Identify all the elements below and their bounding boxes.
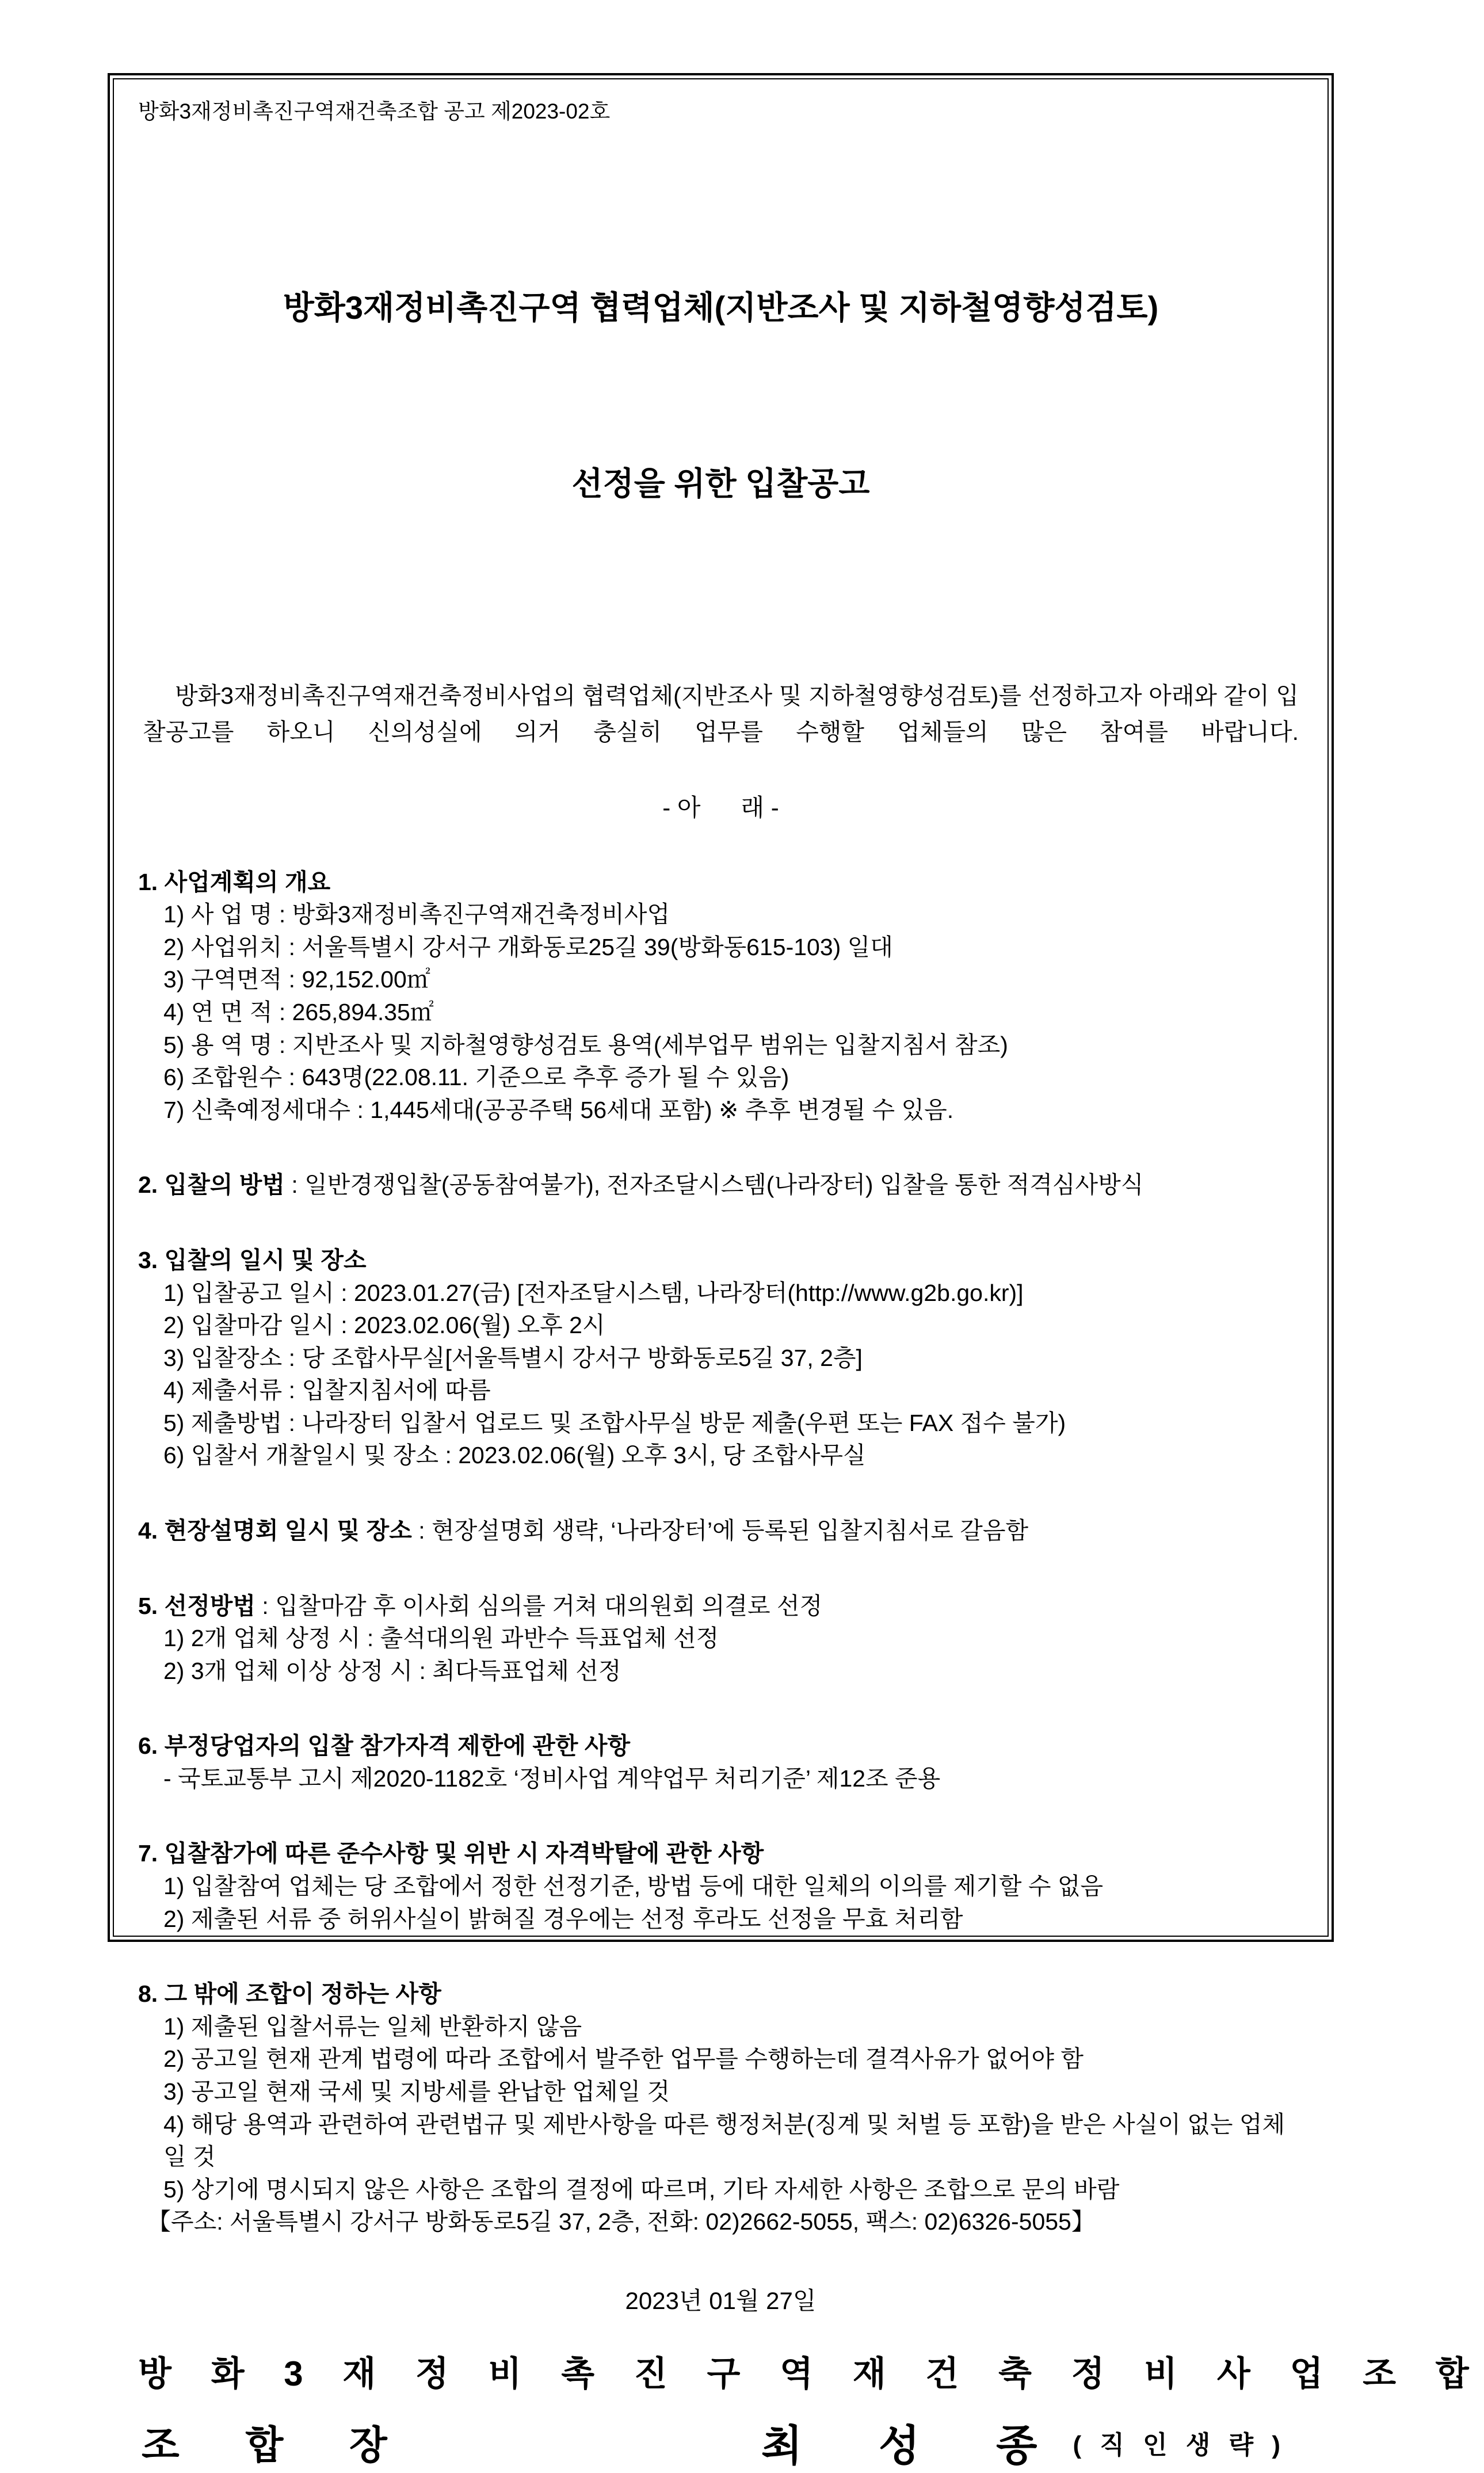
section-item: 3) 입찰장소 : 당 조합사무실[서울특별시 강서구 방화동로5길 37, 2층] [163,1344,863,1371]
section-items [138,1762,1303,1795]
page-title [138,161,1303,630]
section-item: 1) 사 업 명 : 방화3재정비촉진구역재건축정비사업 [163,901,670,928]
section-item: 4) 제출서류 : 입찰지침서에 따름 [163,1377,491,1404]
chairman-name: 최 성 종 [761,2421,1070,2470]
intro-paragraph: 방화3재정비촉진구역재건축정비사업의 협력업체(지반조사 및 지하철영향성검토)를 선정하고자 아래와 같이 입찰공고를 하오니 신의성실에 의거 충실히 업무를 수행할 업체들의 많은 참여를 바랍니다. [143,682,1299,746]
section-heading-bold: 3. 입찰의 일시 및 장소 [138,1246,367,1273]
section [138,1730,1303,1795]
section-item: 2) 사업위치 : 서울특별시 강서구 개화동로25길 39(방화동615-103) 일대 [163,933,893,960]
sections [138,866,1303,2206]
section-item: 7) 신축예정세대수 : 1,445세대(공공주택 56세대 포함) ※ 추후 변경될 수 있음. [163,1096,954,1123]
section-heading-bold: 7. 입찰참가에 따른 준수사항 및 위반 시 자격박탈에 관한 사항 [138,1840,764,1867]
page-title-line1: 방화3재정비촉진구역 협력업체(지반조사 및 지하철영향성검토) [283,289,1159,326]
section-heading [138,866,1303,899]
section-item: 5) 제출방법 : 나라장터 입찰서 업로드 및 조합사무실 방문 제출(우편 또는 FAX 접수 불가) [163,1409,1066,1436]
section-heading [138,1514,1303,1547]
section-item: 6) 입찰서 개찰일시 및 장소 : 2023.02.06(월) 오후 3시, 당 조합사무실 [163,1442,866,1469]
section-item: 5) 용 역 명 : 지반조사 및 지하철영향성검토 용역(세부업무 범위는 입찰지침서 참조) [163,1031,1008,1058]
section-item: 3) 구역면적 : 92,152.00㎡ [163,966,430,993]
section-item: 4) 해당 용역과 관련하여 관련법규 및 제반사항을 따른 행정처분(징계 및 처벌 등 포함)을 받은 사실이 없는 업체일 것 [163,2111,1285,2170]
section [138,1244,1303,1472]
page-border-frame [108,73,1484,2470]
signature-row [142,2412,1286,2473]
section-heading [138,1978,1303,2010]
section-items [138,1870,1303,1935]
page-border-inner [113,78,1484,2470]
section-item: 5) 상기에 명시되지 않은 사항은 조합의 결정에 따르며, 기타 자세한 사항은 조합으로 문의 바람 [163,2176,1120,2203]
organization-name: 방 화 3 재 정 비 촉 진 구 역 재 건 축 정 비 사 업 조 합 [138,2354,1484,2393]
section-item: - 국토교통부 고시 제2020-1182호 ‘정비사업 계약업무 처리기준’ 제12조 준용 [163,1765,941,1792]
section-items [138,898,1303,1126]
section-items [138,2010,1303,2205]
address-note: 【주소: 서울특별시 강서구 방화동로5길 37, 2층, 전화: 02)2662-5055, 팩스: 02)6326-5055】 [147,2208,1095,2235]
section-items [138,1277,1303,1472]
below-divider: - 아 래 - [662,793,779,821]
section-item: 2) 제출된 서류 중 허위사실이 밝혀질 경우에는 선정 후라도 선정을 무효 처리함 [163,1905,963,1932]
page-title-line2: 선정을 위한 입찰공고 [571,465,870,502]
section-heading-bold: 4. 현장설명회 일시 및 장소 [138,1517,412,1544]
section-item: 4) 연 면 적 : 265,894.35㎡ [163,999,434,1026]
section-heading-bold: 6. 부정당업자의 입찰 참가자격 제한에 관한 사항 [138,1732,631,1760]
section-heading [138,1837,1303,1870]
section [138,1514,1303,1547]
section-item: 1) 입찰참여 업체는 당 조합에서 정한 선정기준, 방법 등에 대한 일체의 이의를 제기할 수 없음 [163,1873,1104,1900]
section-item: 2) 입찰마감 일시 : 2023.02.06(월) 오후 2시 [163,1312,605,1339]
seal-omitted-note: ( 직 인 생 략 ) [1073,2430,1286,2459]
chairman-label: 조 합 장 [142,2424,415,2468]
section-heading [138,1244,1303,1277]
section-heading [138,1730,1303,1762]
section-heading-bold: 5. 선정방법 [138,1592,256,1619]
section-item: 3) 공고일 현재 국세 및 지방세를 완납한 업체일 것 [163,2078,670,2105]
section-item: 1) 2개 업체 상정 시 : 출석대의원 과반수 득표업체 선정 [163,1625,719,1652]
doc-number: 방화3재정비촉진구역재건축조합 공고 제2023-02호 [138,100,611,123]
section-heading-inline: : 입찰마감 후 이사회 심의를 거쳐 대의원회 의결로 선정 [255,1592,823,1619]
section-heading-bold: 8. 그 밖에 조합이 정하는 사항 [138,1980,441,2008]
section [138,1169,1303,1201]
section-heading-bold: 2. 입찰의 방법 [138,1171,285,1199]
section-items [138,1622,1303,1687]
section-item: 2) 공고일 현재 관계 법령에 따라 조합에서 발주한 업무를 수행하는데 결격사유가 없어야 함 [163,2045,1084,2073]
section-heading [138,1169,1303,1201]
section-item: 1) 입찰공고 일시 : 2023.01.27(금) [전자조달시스템, 나라장터(http://www.g2b.go.kr)] [163,1279,1024,1306]
section-heading-bold: 1. 사업계획의 개요 [138,868,331,895]
section [138,1837,1303,1935]
announcement-date: 2023년 01월 27일 [625,2287,817,2314]
section [138,1978,1303,2205]
section-heading [138,1590,1303,1623]
section-heading-inline: : 현장설명회 생략, ‘나라장터’에 등록된 입찰지침서로 갈음함 [411,1517,1029,1544]
section-heading-inline: : 일반경쟁입찰(공동참여불가), 전자조달시스템(나라장터) 입찰을 통한 적격심사방식 [285,1171,1144,1199]
section [138,866,1303,1127]
footer [138,2346,1484,2473]
section [138,1590,1303,1688]
section-item: 2) 3개 업체 이상 상정 시 : 최다득표업체 선정 [163,1657,621,1684]
section-item: 1) 제출된 입찰서류는 일체 반환하지 않음 [163,2013,582,2040]
section-item: 6) 조합원수 : 643명(22.08.11. 기준으로 추후 증가 될 수 있음) [163,1064,789,1091]
